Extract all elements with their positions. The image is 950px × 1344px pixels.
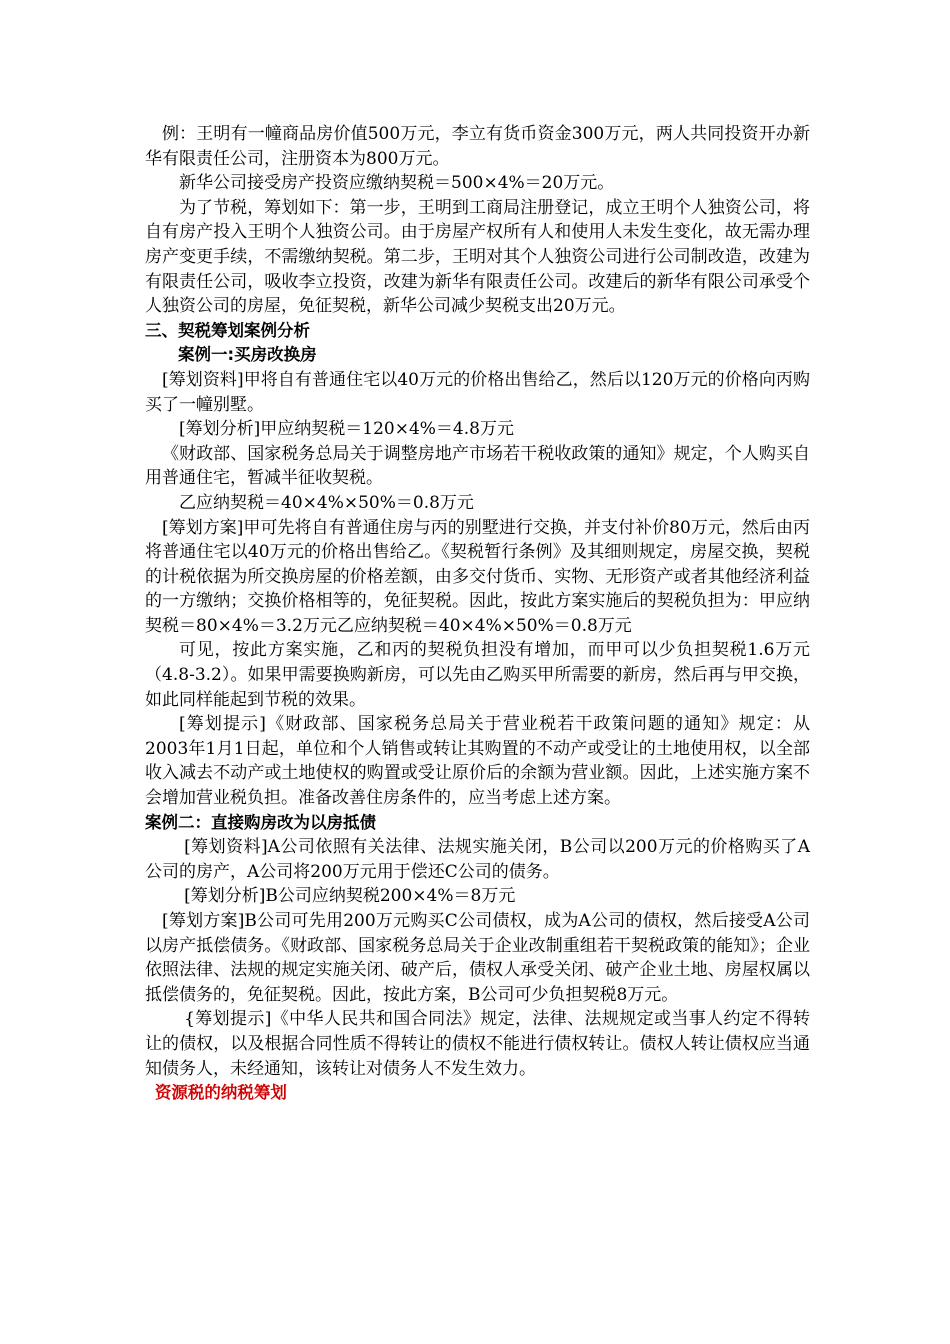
resource-tax-heading: 资源税的纳税筹划 bbox=[154, 1083, 287, 1103]
case-two-heading: 案例二：直接购房改为以房抵债 bbox=[145, 812, 376, 832]
paragraph-case1-policy: 《财政部、国家税务总局关于调整房地产市场若干税收政策的通知》规定，个人购买自用普通住宅，暂减半征收契税。 bbox=[145, 443, 810, 489]
paragraph-case2-tip: {筹划提示]《中华人民共和国合同法》规定，法律、法规规定或当事人约定不得转让的债权，以及根据合同性质不得转让的债权不能进行债权转让。债权人转让债权应当通知债务人，未经通知，该转让对债务人不发生效力。 bbox=[145, 1009, 810, 1079]
paragraph-case1-scheme: [筹划方案]甲可先将自有普通住房与丙的别墅进行交换，并支付补价80万元，然后由丙将普通住宅以40万元的价格出售给乙。《契税暂行条例》及其细则规定，房屋交换，契税的计税依据为所交换房屋的价格差额，由多交付货币、实物、无形资产或者其他经济利益的一方缴纳；交换价格相等的，免征契税。因此，按此方案实施后的契税负担为：甲应纳契税＝80×4%＝3.2万元乙应纳契税＝40×4%×50%＝0.8万元 bbox=[145, 517, 810, 636]
paragraph-example: 例：王明有一幢商品房价值500万元，李立有货币资金300万元，两人共同投资开办新华有限责任公司，注册资本为800万元。 bbox=[145, 124, 810, 169]
paragraph-plan: 为了节税，筹划如下：第一步，王明到工商局注册登记，成立王明个人独资公司，将自有房产投入王明个人独资公司。由于房屋产权所有人和使用人未发生变化，故无需办理房产变更手续，不需缴纳契税。第二步，王明对其个人独资公司进行公司制改造，改建为有限责任公司，吸收李立投资，改建为新华有限责任公司。改建后的新华有限公司承受个人独资公司的房屋，免征契税，新华公司减少契税支出20万元。 bbox=[145, 197, 810, 317]
case-one-heading: 案例一:买房改换房 bbox=[178, 345, 317, 365]
paragraph-case1-analysis: [筹划分析]甲应纳契税＝120×4%＝4.8万元 bbox=[179, 419, 514, 440]
paragraph-case2-analysis: [筹划分析]B公司应纳契税200×4%＝8万元 bbox=[184, 886, 516, 907]
paragraph-case2-scheme: [筹划方案]B公司可先用200万元购买C公司债权，成为A公司的债权，然后接受A公司以房产抵偿债务。《财政部、国家税务总局关于企业改制重组若干契税政策的能知》；企业依照法律、法规的规定实施关闭、破产后，债权人承受关闭、破产企业土地、房屋权属以抵偿债务的，免征契税。因此，按此方案，B公司可少负担契税8万元。 bbox=[145, 911, 810, 1005]
paragraph-case1-conclusion: 可见，按此方案实施，乙和丙的契税负担没有增加，而甲可以少负担契税1.6万元（4.8-3.2）。如果甲需要换购新房，可以先由乙购买甲所需要的新房，然后再与甲交换，如此同样能起到节税的效果。 bbox=[145, 640, 810, 710]
paragraph-case1-yi-tax: 乙应纳契税＝40×4%×50%＝0.8万元 bbox=[179, 492, 474, 513]
paragraph-case1-material: [筹划资料]甲将自有普通住宅以40万元的价格出售给乙，然后以120万元的价格向丙购买了一幢别墅。 bbox=[145, 369, 810, 415]
paragraph-tax-calc: 新华公司接受房产投资应缴纳契税＝500×4%＝20万元。 bbox=[179, 173, 615, 194]
paragraph-case1-tip: [筹划提示]《财政部、国家税务总局关于营业税若干政策问题的通知》规定：从2003年1月1日起，单位和个人销售或转让其购置的不动产或受让的土地使用权，以全部收入减去不动产或土地使权的购置或受让原价后的余额为营业额。因此，上述实施方案不会增加营业税负担。准备改善住房条件的，应当考虑上述方案。 bbox=[145, 714, 810, 809]
section-heading: 三、契税筹划案例分析 bbox=[145, 320, 310, 340]
document-body bbox=[145, 122, 810, 1106]
paragraph-case2-material: [筹划资料]A公司依照有关法律、法规实施关闭，B公司以200万元的价格购买了A公司的房产，A公司将200万元用于偿还C公司的债务。 bbox=[145, 837, 810, 882]
